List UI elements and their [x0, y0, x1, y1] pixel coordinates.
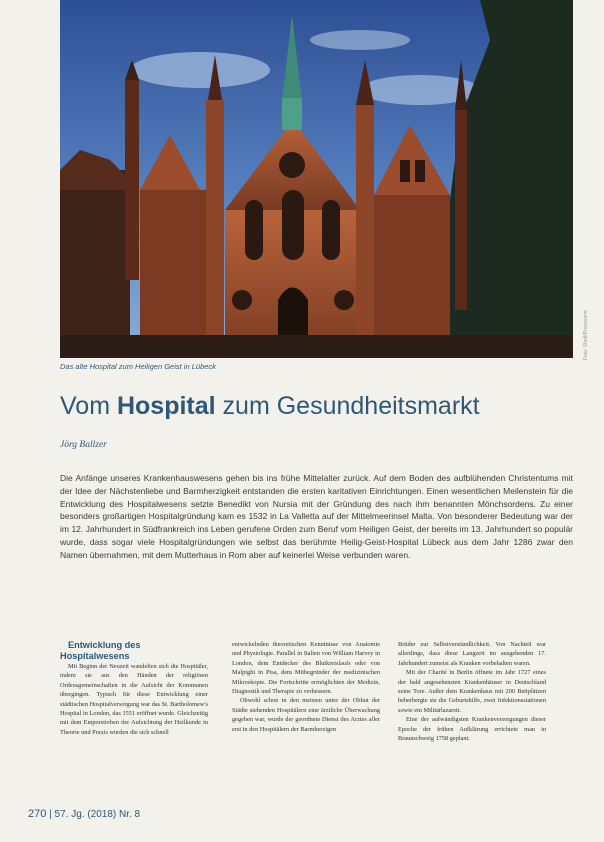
text-column-3: [398, 640, 546, 743]
column-2-paragraph-2: Obwohl schon in den meisten unter der Obhut der Städte stehenden Hospitälern eine ärztliche Überwachung gegeben war, wurde der geordnete Dienst des Arztes aller erst in den Hospitälern der Barmherzigen: [232, 697, 380, 733]
column-2-paragraph-1: entwickelnden theoretischen Kenntnisse von Anatomie und Physiologie. Parallel in Italien von William Harvey in London, dem Entdecker des Blutkreislaufs oder von Malpighi in Pisa, dem Mitbegründer der medizinischen Mikroskopie. Die Fortschritte ermöglichten der Medizin, Diagnostik und Therapie zu verbessern.: [232, 641, 380, 696]
hospital-photo: [60, 0, 573, 358]
section-heading: Entwicklung des Hospitalwesens: [60, 640, 141, 661]
article-author: Jörg Ballzer: [60, 440, 107, 450]
photo-caption: Das alte Hospital zum Heiligen Geist in Lübeck: [60, 362, 216, 371]
title-part-3: zum Gesundheitsmarkt: [215, 392, 480, 420]
column-3-paragraph-3: Eine der aufwändigsten Krankenversorgungen dieser Epoche der frühen Aufklärung errichtete man in Braunschweig 1758 geplant.: [398, 716, 546, 743]
title-part-2: Hospital: [116, 392, 216, 420]
page-footer: [28, 808, 140, 820]
article-title: [60, 390, 573, 422]
issue-info: | 57. Jg. (2018) Nr. 8: [49, 809, 141, 820]
photo-credit: Foto: Stadt/Presseamt: [583, 310, 589, 360]
page-number: 270: [28, 808, 47, 820]
column-1-paragraph: Mit Beginn der Neuzeit wandelten sich die Hospitäler, indem sie aus den Händen der religiösen Ordensgemeinschaften in die Aufsicht der Kommunen übergingen. Typisch für diese Entwicklung einer städtischen Hospitalversorgung war das St. Bartholomew's Hospital in London, das 1551 eröffnet wurde. Gleichzeitig mit dem Emporstreben der Aufsichtung der Heilkunde in Theorie und Praxis wurden die sich schnell: [60, 663, 208, 736]
article-lead: Die Anfänge unseres Krankenhauswesens gehen bis ins frühe Mittelalter zurück. Auf dem Boden des aufblühenden Christentums mit der Idee der Nächstenliebe und Barmherzigkeit entstanden die ersten karitativen Einrichtungen. Einen wesentlichen Meilenstein für die Entwicklung des Hospitalwesens setzte Benedikt von Nursia mit der Gründung des nach ihm benannten Mönchsordens. Zu einer besonders großartigen Hospitalgründung kam es 1532 in La Valletta auf der Mittelmeerinsel Malta. Von besonderer Bedeutung war der im 12. Jahrhundert in Südfrankreich ins Leben gerufene Orden zum Beruf vom Heiligen Geist, der bereits im 13. Jahrhundert so populär wurde, dass sogar viele Hospitalgründungen wie selbst das berühmte Heilig-Geist-Hospital Lübeck aus dem Jahr 1286 zwar den Namen übernahmen, mit dem Mutterhaus in Rom aber auf keinerlei Weise verbunden waren.: [60, 473, 573, 560]
column-3-paragraph-2: Mit der Charité in Berlin öffnete im Jahr 1727 eines der bald angesehensten Krankenhäuser in Deutschland seine Tore. Außer dem Krankenhaus mit 200 Bettplätzen beherbergte sie die Geburtshilfe, zwei Infektionsstationen sowie ein Militärlazarett.: [398, 669, 546, 714]
column-3-paragraph-1: Brüder zur Selbstverständlichkeit. Von Nachteil war allerdings, dass diese Langzeit im ausgehenden 17. Jahrhundert zumeist als Kranken vorbehalten waren.: [398, 641, 546, 667]
hospital-building-image: [60, 0, 573, 358]
text-column-1: [60, 640, 208, 737]
title-part-1: Vom: [60, 392, 117, 420]
text-column-2: [232, 640, 380, 734]
